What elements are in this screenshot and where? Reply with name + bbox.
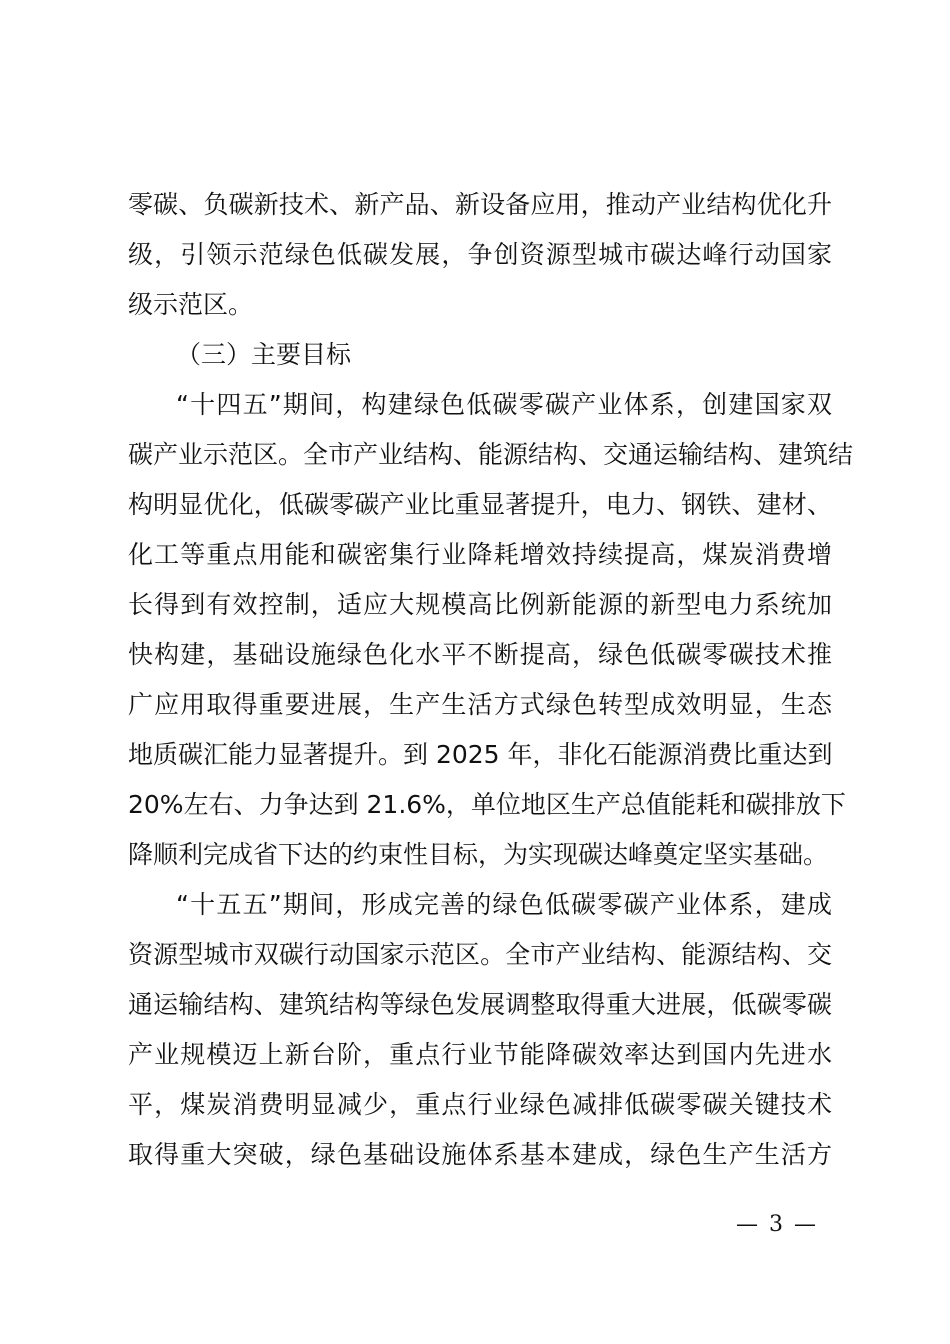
paragraph-line: 级示范区。: [128, 290, 254, 319]
section-heading: （三）主要目标: [176, 340, 352, 369]
paragraph-line: 取得重大突破，绿色基础设施体系基本建成，绿色生产生活方: [128, 1140, 832, 1169]
paragraph-line: 20%左右、力争达到 21.6%，单位地区生产总值能耗和碳排放下: [128, 790, 846, 819]
paragraph-line: 资源型城市双碳行动国家示范区。全市产业结构、能源结构、交: [128, 940, 832, 969]
paragraph-line: 长得到有效控制，适应大规模高比例新能源的新型电力系统加: [128, 590, 832, 619]
paragraph-line: “十五五”期间，形成完善的绿色低碳零碳产业体系，建成: [176, 890, 832, 919]
paragraph-line: 平，煤炭消费明显减少，重点行业绿色减排低碳零碳关键技术: [128, 1090, 832, 1119]
paragraph-line: 构明显优化，低碳零碳产业比重显著提升，电力、钢铁、建材、: [128, 490, 832, 519]
paragraph-line: 级，引领示范绿色低碳发展，争创资源型城市碳达峰行动国家: [128, 240, 832, 269]
paragraph-line: 碳产业示范区。全市产业结构、能源结构、交通运输结构、建筑结: [128, 440, 854, 469]
page-number: — 3 —: [736, 1212, 818, 1237]
paragraph-line: 化工等重点用能和碳密集行业降耗增效持续提高，煤炭消费增: [128, 540, 832, 569]
paragraph-line: 降顺利完成省下达的约束性目标，为实现碳达峰奠定坚实基础。: [128, 840, 829, 869]
paragraph-line: 零碳、负碳新技术、新产品、新设备应用，推动产业结构优化升: [128, 190, 832, 219]
paragraph-line: 产业规模迈上新台阶，重点行业节能降碳效率达到国内先进水: [128, 1040, 832, 1069]
paragraph-line: 广应用取得重要进展，生产生活方式绿色转型成效明显，生态: [128, 690, 832, 719]
paragraph-line: 通运输结构、建筑结构等绿色发展调整取得重大进展，低碳零碳: [128, 990, 832, 1019]
paragraph-line: 地质碳汇能力显著提升。到 2025 年，非化石能源消费比重达到: [128, 740, 833, 769]
paragraph-line: 快构建，基础设施绿色化水平不断提高，绿色低碳零碳技术推: [128, 640, 832, 669]
paragraph-line: “十四五”期间，构建绿色低碳零碳产业体系，创建国家双: [176, 390, 832, 419]
